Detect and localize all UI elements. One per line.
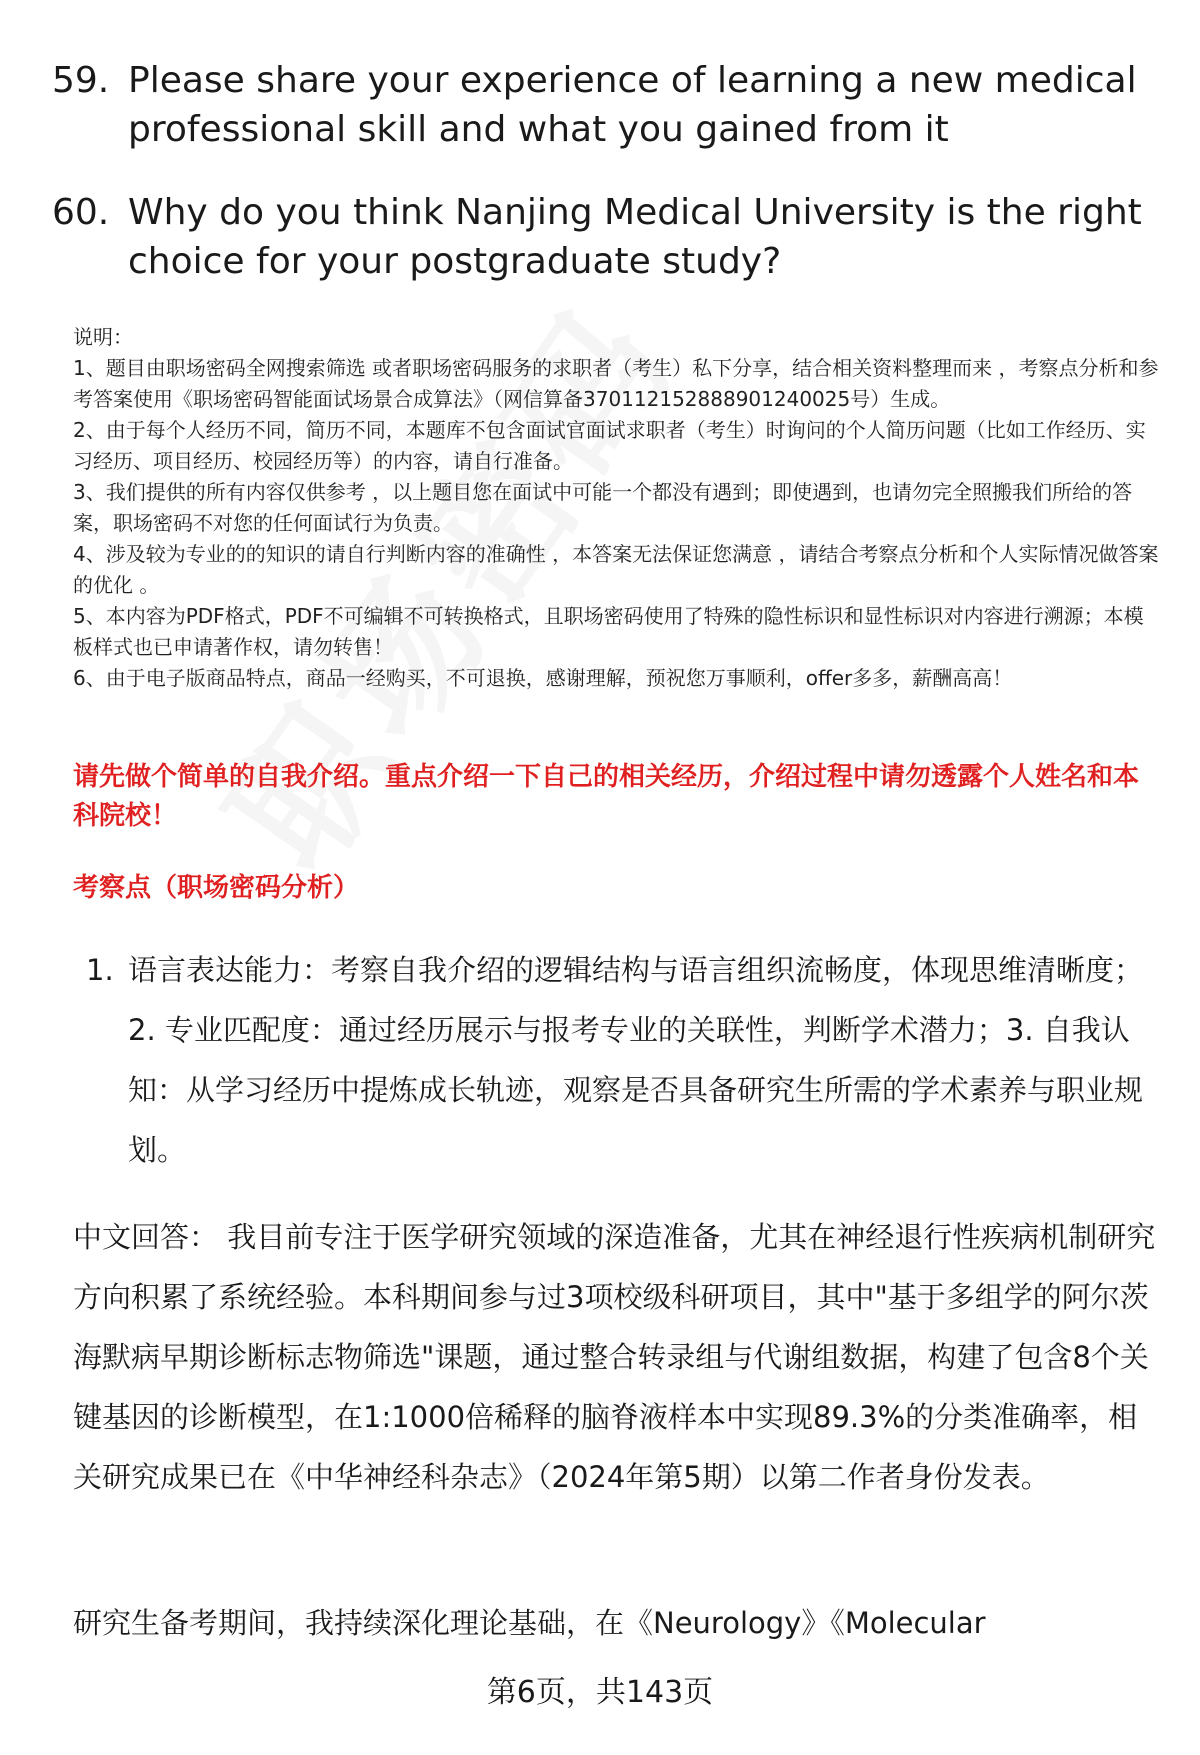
notes-item: 2、由于每个人经历不同，简历不同，本题库不包含面试官面试求职者（考生）时询问的个人简历问题（比如工作经历、实习经历、项目经历、校园经历等）的内容，请自行准备。	[73, 418, 1146, 473]
analysis-heading: 考察点（职场密码分析）	[73, 873, 360, 903]
notes-item: 5、本内容为PDF格式，PDF不可编辑不可转换格式，且职场密码使用了特殊的隐性标识和显性标识对内容进行溯源；本模板样式也已申请著作权，请勿转售！	[73, 604, 1144, 659]
question-60	[52, 188, 1162, 286]
notes-heading: 说明：	[73, 325, 133, 349]
answer-paragraph-continued: 研究生备考期间，我持续深化理论基础，在《Neurology》《Molecular	[73, 1606, 986, 1640]
analysis-point	[86, 940, 1158, 1180]
point-number: 1.	[86, 953, 114, 987]
question-text: Please share your experience of learning a new medical professional skill and what you gained from it	[128, 60, 1137, 150]
question-number: 59.	[52, 60, 110, 101]
question-text: Why do you think Nanjing Medical University is the right choice for your postgraduate study?	[128, 192, 1142, 282]
notes-item: 3、我们提供的所有内容仅供参考 ，以上题目您在面试中可能一个都没有遇到；即使遇到，也请勿完全照搬我们所给的答案，职场密码不对您的任何面试行为负责。	[73, 480, 1133, 535]
question-number: 60.	[52, 192, 110, 233]
notes-item: 1、题目由职场密码全网搜索筛选 或者职场密码服务的求职者（考生）私下分享，结合相关资料整理而来 ，考察点分析和参考答案使用《职场密码智能面试场景合成算法》（网信算备370112152888901240025号）生成。	[73, 356, 1159, 411]
notes-item: 4、涉及较为专业的的知识的请自行判断内容的准确性 ，本答案无法保证您满意 ，请结合考察点分析和个人实际情况做答案的优化 。	[73, 542, 1159, 597]
disclaimer-notes	[73, 322, 1163, 694]
question-59	[52, 56, 1162, 154]
page-footer: 第6页，共143页	[486, 1675, 714, 1710]
answer-paragraph: 中文回答： 我目前专注于医学研究领域的深造准备，尤其在神经退行性疾病机制研究方向积累了系统经验。本科期间参与过3项校级科研项目，其中"基于多组学的阿尔茨海默病早期诊断标志物筛选"课题，通过整合转录组与代谢组数据，构建了包含8个关键基因的诊断模型，在1:1000倍稀释的脑脊液样本中实现89.3%的分类准确率，相关研究成果已在《中华神经科杂志》（2024年第5期）以第二作者身份发表。	[73, 1220, 1156, 1494]
notes-item: 6、由于电子版商品特点，商品一经购买，不可退换，感谢理解，预祝您万事顺利，offer多多，薪酬高高！	[73, 666, 1013, 690]
point-text: 语言表达能力：考察自我介绍的逻辑结构与语言组织流畅度，体现思维清晰度；2. 专业匹配度：通过经历展示与报考专业的关联性，判断学术潜力；3. 自我认知：从学习经历中提炼成长轨迹，观察是否具备研究生所需的学术素养与职业规划。	[128, 953, 1144, 1167]
interview-question-title: 请先做个简单的自我介绍。重点介绍一下自己的相关经历，介绍过程中请勿透露个人姓名和本科院校！	[73, 762, 1140, 831]
